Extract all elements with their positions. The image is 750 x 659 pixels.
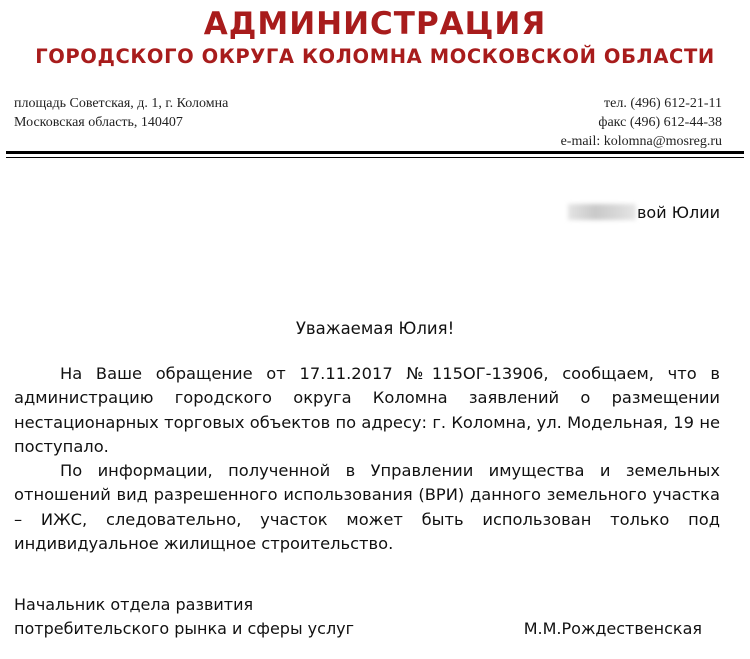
email-text: e-mail: kolomna@mosreg.ru	[560, 134, 722, 149]
position-line: потребительского рынка и сферы услуг	[14, 619, 355, 638]
letterhead-title: АДМИНИСТРАЦИЯ	[203, 6, 547, 42]
header-divider-thin	[6, 157, 744, 158]
address-line: Московская область, 140407	[14, 115, 183, 130]
body-paragraph: По информации, полученной в Управлении имущества и земельных отношений вид разрешенного использования (ВРИ) данного земельного участка – ИЖС, следовательно, участок может быть использован только под индивидуальное жилищное строительство.	[14, 461, 720, 554]
letterhead-subtitle: ГОРОДСКОГО ОКРУГА КОЛОМНА МОСКОВСКОЙ ОБЛАСТИ	[35, 45, 715, 68]
redacted-surname	[568, 204, 636, 220]
contacts-block	[561, 94, 722, 151]
position-line: Начальник отдела развития	[14, 595, 254, 614]
letter-body	[14, 362, 720, 556]
fax-text: факс (496) 612-44-38	[598, 115, 722, 130]
recipient-line	[568, 202, 720, 224]
greeting: Уважаемая Юлия!	[295, 319, 455, 338]
phone-text: тел. (496) 612-21-11	[604, 96, 722, 111]
address-block	[14, 94, 228, 132]
signatory-position	[14, 593, 354, 641]
signatory-name: М.М.Рождественская	[523, 619, 702, 638]
address-line: площадь Советская, д. 1, г. Коломна	[14, 96, 229, 111]
header-divider-thick	[6, 151, 744, 154]
body-paragraph: На Ваше обращение от 17.11.2017 №115ОГ-13906, сообщаем, что в администрацию городского округа Коломна заявлений о размещении нестационарных торговых объектов по адресу: г. Коломна, ул. Модельная, 19 не поступало.	[14, 364, 720, 456]
recipient-text: вой Юлии	[637, 203, 720, 222]
